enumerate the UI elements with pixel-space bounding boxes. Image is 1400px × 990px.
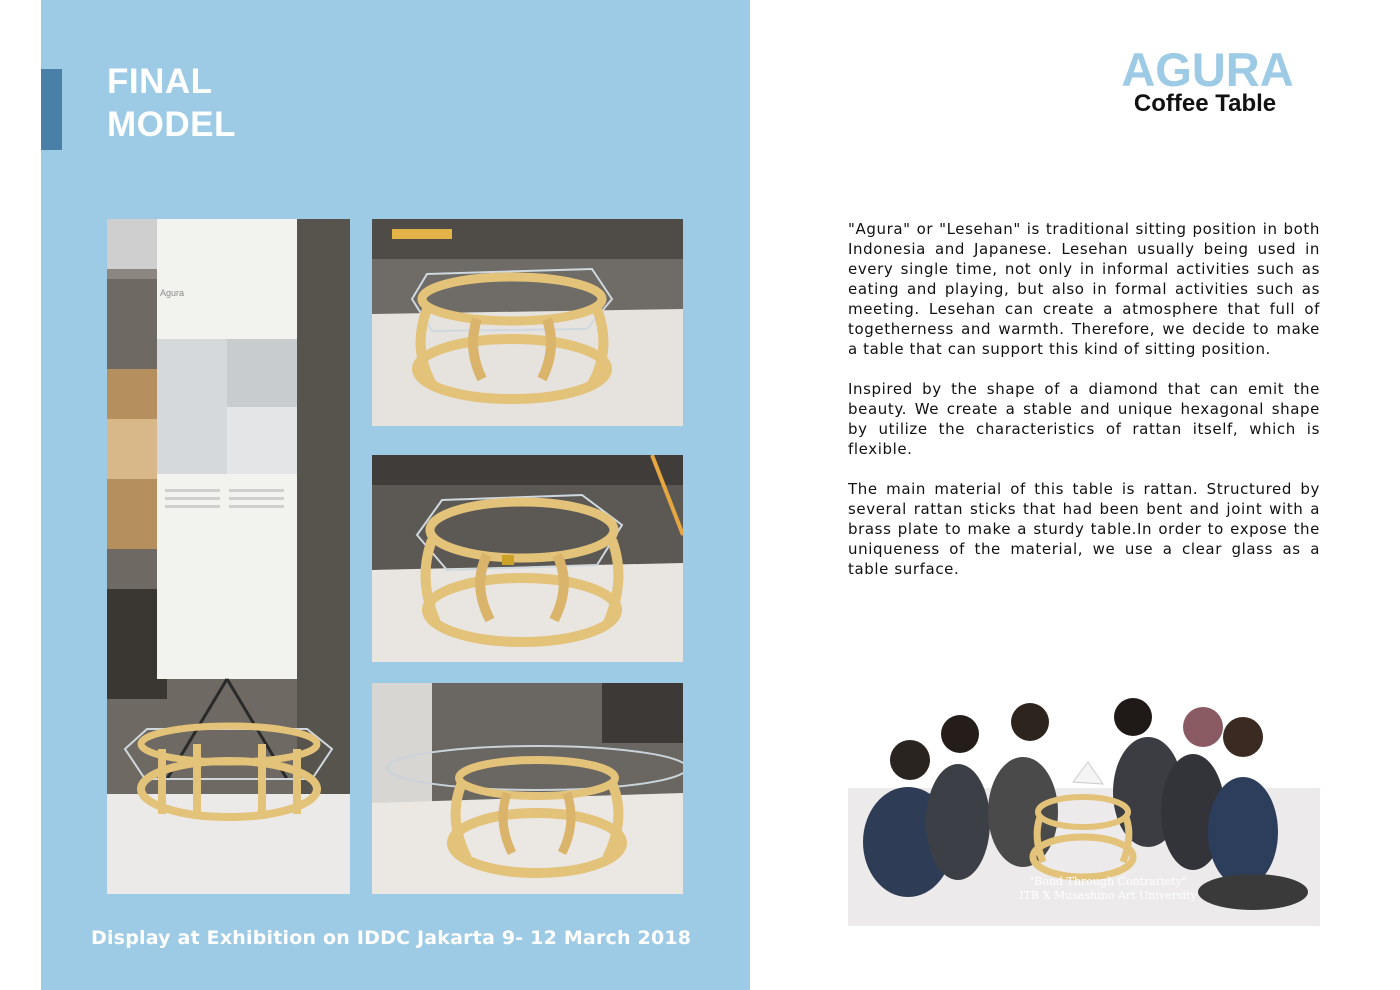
- photo-poster-stand: [107, 219, 350, 894]
- accent-bar: [41, 69, 62, 150]
- section-title-line1: FINAL: [107, 62, 213, 101]
- group-photo-caption-line2: ITB X Musashino Art University: [1019, 889, 1197, 902]
- group-photo-caption: [1008, 875, 1208, 903]
- description-text: [848, 219, 1320, 599]
- group-photo: [848, 692, 1320, 926]
- photo-table-top-view: [372, 219, 683, 426]
- exhibition-caption: Display at Exhibition on IDDC Jakarta 9- 12 March 2018: [91, 927, 692, 949]
- photo-table-side-view: [372, 455, 683, 662]
- description-paragraph-3: The main material of this table is rattan. Structured by several rattan sticks that had been bent and joint with a brass plate to make a sturdy table.In order to expose the uniqueness of the material, we use a clear glass as a table surface.: [848, 480, 1320, 578]
- description-paragraph-2: Inspired by the shape of a diamond that can emit the beauty. We create a stable and unique hexagonal shape by utilize the characteristics of rattan itself, which is flexible.: [848, 380, 1320, 458]
- brand-subtitle: Coffee Table: [1133, 90, 1277, 117]
- description-paragraph-1: "Agura" or "Lesehan" is traditional sitting position in both Indonesia and Japanese. Lesehan usually being used in every single time, not only in informal activities such as eating and playing, but also in formal activities such as meeting. Lesehan can create a atmosphere that full of togetherness and warmth. Therefore, we decide to make a table that can support this kind of sitting position.: [848, 220, 1320, 358]
- group-photo-caption-line1: "Bond Through Contrariety": [1029, 875, 1187, 888]
- photo-table-round-glass: [372, 683, 683, 894]
- brand-name: AGURA: [1121, 43, 1294, 96]
- section-title: [107, 60, 236, 146]
- section-title-line2: MODEL: [107, 105, 236, 144]
- poster-banner-title: Agura: [160, 288, 185, 298]
